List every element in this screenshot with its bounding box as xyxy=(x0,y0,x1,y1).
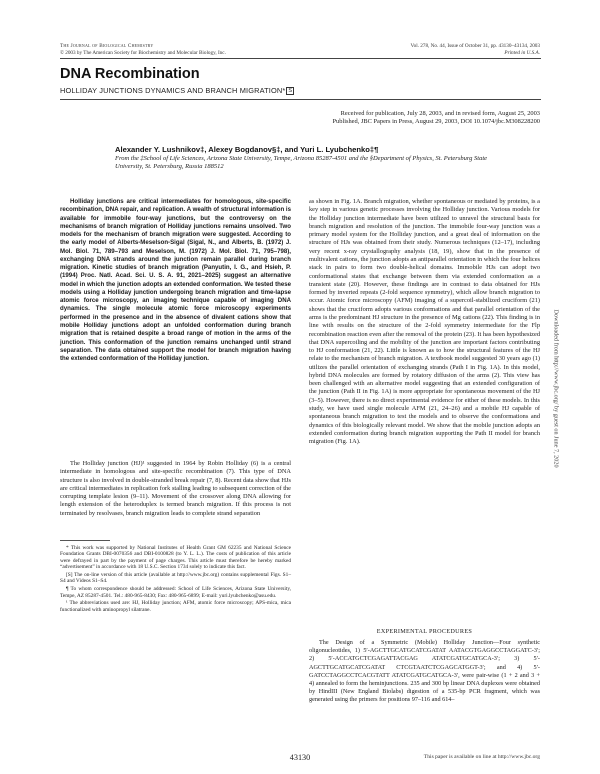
author-list: Alexander Y. Lushnikov‡, Alexey Bogdanov§‡, and Yuri L. Lyubchenko‡¶ xyxy=(115,145,379,154)
page-title: DNA Recombination xyxy=(60,66,200,82)
header-rule xyxy=(60,58,541,59)
article-subtitle xyxy=(60,86,294,95)
received-line: Received for publication, July 28, 2003, and in revised form, August 25, 2003 xyxy=(340,110,540,117)
download-sidebar xyxy=(546,180,560,600)
footnote-supplement: [S] The on-line version of this article (available at http://www.jbc.org) contains supplemental Figs. S1–S4 and Videos S1–S4. xyxy=(60,572,291,585)
right-column-paragraph: as shown in Fig. 1A. Branch migration, whether spontaneous or mediated by proteins, is a key step in various genetic processes involving the Holliday junction. Various models for the Holliday junction intermediate have been utilized to unravel the structural basis for branch migration and resolution of the junction. The immobile four-way junction was a primary model system for the Holliday junction, and a great deal of information on the structure of HJs was obtained from their study. Numerous techniques (12–17), including very recent x-ray crystallography analysis (18, 19), show that in the presence of multivalent cations, the junction adopts an antiparallel orientation in which the four helices stack in pairs to form two double-helical domains. Immobile HJs can adopt two conformational states that exchange between them via extended conformation as a transient state (20). However, these findings are in contrast to data obtained for HJs formed by inverted repeats (2-fold sequence symmetry), which allow branch migration to occur. Atomic force microscopy (AFM) imaging of a supercoil-stabilized cruciform (21) shows that the cruciform adopts various conformations and that parallel orientation of the arms is the predominant HJ structure in the presence of Mg cations (22). This finding is in line with results on the structure of the 2-fold symmetry intermediate for the Flp recombination reaction even after the removal of the protein (23). It has been hypothesized that DNA supercoiling and the mobility of the junction are important factors contributing to HJ conformation (21, 22). Little is known as to how the structural features of the HJ relate to the mechanism of branch migration. A textbook model suggested 30 years ago (1) utilizes the parallel orientation of exchanging strands (Path I in Fig. 1A). In this model, hybrid DNA molecules are formed by rotatory diffusion of the arms (2). This view has been challenged with an alternative model suggesting that an extended configuration of the junction (Path II in Fig. 1A) is more appropriate for spontaneous movement of the HJ (3–5). However, there is no direct experimental evidence for either of these models. In this study, we have used single molecule AFM (21, 24–26) and a mobile HJ capable of spontaneous branch migration to test the models and to observe the conformations and dynamics of this biologically relevant model. We show that the mobile junction adopts an extended conformation during branch migration supporting the Path II model for branch migration (Fig. 1A). xyxy=(309,198,540,446)
copyright-line: © 2003 by The American Society for Biochemistry and Molecular Biology, Inc. xyxy=(60,49,226,56)
volume-line: Vol. 278, No. 44, Issue of October 31, pp. 43130–43134, 2003 xyxy=(410,43,540,49)
footnote-correspondence: ¶ To whom correspondence should be addressed: School of Life Sciences, Arizona State University, Tempe, AZ 85287-4501. Tel.: 480-965-8430; Fax: 480-965-6899; E-mail: yuri.lyubchenko@asu.edu. xyxy=(60,586,291,599)
footnote-rule xyxy=(60,540,110,541)
abstract xyxy=(60,198,291,363)
download-notice: Downloaded from http://www.jbc.org/ by guest on June 7, 2020 xyxy=(552,309,560,468)
section-heading: EXPERIMENTAL PROCEDURES xyxy=(376,628,473,635)
introduction xyxy=(60,460,291,518)
footnote-abbreviations: ¹ The abbreviations used are: HJ, Holliday junction; AFM, atomic force microscopy; APS-mica, mica functionalized with aminopropyl silatrane. xyxy=(60,600,291,613)
footnote-funding: * This work was supported by National Institutes of Health Grant GM 62235 and National Science Foundation Grants DBI-0070356 and DBI-0100828 (to Y. L. L.). The costs of publication of this article were defrayed in part by the payment of page charges. This article must therefore be hereby marked “advertisement” in accordance with 18 U.S.C. Section 1734 solely to indicate this fact. xyxy=(60,545,291,571)
subtitle-text: HOLLIDAY JUNCTIONS DYNAMICS AND BRANCH MIGRATION* xyxy=(60,86,286,95)
abstract-text: Holliday junctions are critical intermediates for homologous, site-specific recombination, DNA repair, and replication. A wealth of structural information is available for immobile four-way junctions, but the controversy on the mechanisms of branch migration of Holliday junctions remains unsolved. Two models for the mechanism of branch migration were suggested. According to the early model of Alberts-Meselson-Sigal (Sigal, N., and Alberts, B. (1972) J. Mol. Biol. 71, 789–793 and Meselson, M. (1972) J. Mol. Biol. 71, 795–798), exchanging DNA strands around the junction remain parallel during branch migration. Kinetic studies of branch migration (Panyutin, I. G., and Hsieh, P. (1994) Proc. Natl. Acad. Sci. U. S. A. 91, 2021–2025) suggest an alternative model in which the junction adopts an extended conformation. We tested these models using a Holliday junction undergoing branch migration and time-lapse atomic force microscopy, an imaging technique capable of imaging DNA dynamics. The single molecule atomic force microscopy experiments performed in the presence and in the absence of divalent cations show that mobile Holliday junctions adopt an unfolded conformation during branch migration that is retained despite a broad range of motion in the arms of the junction. This conformation of the junction remains unchanged until strand separation. The data obtained support the model for branch migration having the extended conformation of the Holliday junction. xyxy=(60,198,291,363)
right-column-text xyxy=(309,198,540,446)
footer-availability: This paper is available on line at http://www.jbc.org xyxy=(423,754,540,760)
supplement-box-icon: S xyxy=(288,88,293,94)
footnotes xyxy=(60,545,291,614)
affiliation: From the ‡School of Life Sciences, Arizona State University, Tempe, Arizona 85287-4501 and the §Department of Physics, St. Petersburg State University, St. Petersburg, Russia 188512 xyxy=(115,155,488,171)
page-number: 43130 xyxy=(289,753,311,762)
experimental-paragraph: The Design of a Symmetric (Mobile) Holliday Junction—Four synthetic oligonucleotides, 1) 5′-AGCTTGCATGCATCGATAT AATACGTGAGGCCTAGGATC-3′; 2) 5′-ACCATGCTCGAGATTACGAG ATATCGATGCATGCA-3′; 3) 5′-AGCTTGCATGCATCGATAT CTCGTAATCTCGAGCATGGT-3′; and 4) 5′-GATCCTAGGCCTCACGTATT ATATCGATGCATGCA-3′, were pair-wise (1 + 2 and 3 + 4) annealed to form the heminjunctions. 235 and 300 bp linear DNA duplexes were obtained by HindIII (New England Biolabs) digestion of a 535-bp PCR fragment, which was generated using the primers for positions 97–116 and 614– xyxy=(309,639,540,704)
running-header-right xyxy=(411,43,540,56)
title-rule xyxy=(60,99,541,100)
received-dates xyxy=(332,110,540,127)
running-header-left xyxy=(60,43,226,56)
printed-line: Printed in U.S.A. xyxy=(504,49,540,56)
intro-paragraph: The Holliday junction (HJ)¹ suggested in 1964 by Robin Holliday (6) is a central intermediate in homologous and site-specific recombination (7). This type of DNA structure is also involved in double-stranded break repair (7, 8). Recent data show that HJs are critical intermediates in replication fork stalling leading to subsequent correction of the corrupting template lesion (9–11). Movement of the crossover along DNA allowing for length extension of the heteroduplex is termed branch migration. If this process is not terminated by resolvases, branch migration leads to complete strand separation xyxy=(60,460,291,517)
journal-name: The Journal of Biological Chemistry xyxy=(60,43,154,49)
experimental-procedures xyxy=(309,639,540,705)
published-line: Published, JBC Papers in Press, August 29, 2003, DOI 10.1074/jbc.M308228200 xyxy=(332,118,540,126)
